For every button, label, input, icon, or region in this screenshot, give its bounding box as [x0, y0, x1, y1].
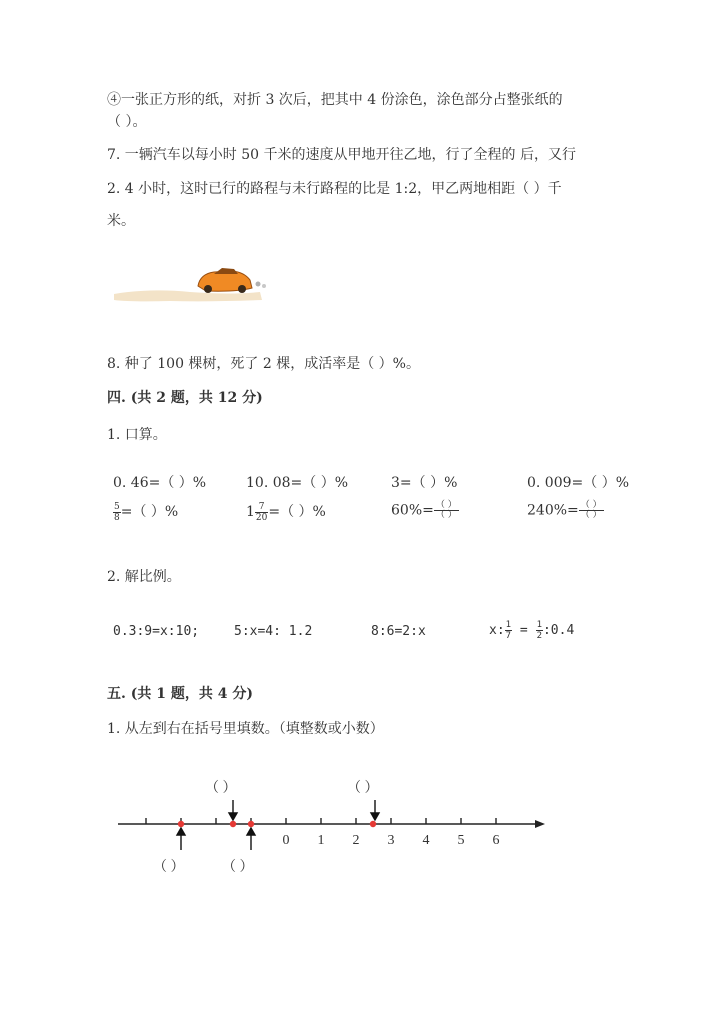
question-4-line-1: ④一张正方形的纸，对折 3 次后，把其中 4 份涂色，涂色部分占整张纸的 — [107, 92, 563, 108]
tick-label: 0 — [282, 833, 290, 848]
oral-item-8: 240%= $\frac{( )}{( )}$ — [527, 500, 602, 520]
oral-item-6: 1 $\frac{7}{20}$ =（ ）% — [246, 501, 326, 523]
tick-label: 5 — [457, 833, 465, 848]
fraction-1-2: $\frac{1}{2}$ — [536, 620, 542, 641]
oral-item-5: $\frac{5}{8}$ =（ ）% — [114, 501, 179, 523]
car-icon — [198, 268, 266, 293]
question-4-line-2: （ ）。 — [107, 114, 147, 130]
proportion-2: 5:x=4: 1.2 — [234, 624, 313, 639]
number-line-ticks — [146, 818, 496, 824]
proportion-4: x: $\frac{1}{7}$ = $\frac{1}{2}$ :0.4 — [489, 620, 575, 641]
fraction-1-7: $\frac{1}{7}$ — [505, 620, 512, 641]
question-7-line-1: 7. 一辆汽车以每小时 50 千米的速度从甲地开往乙地，行了全程的 后，又行 — [107, 147, 576, 163]
fraction-7-20: $\frac{7}{20}$ — [255, 501, 268, 523]
number-line — [0, 770, 720, 880]
oral-item-1: 0. 46=（ ）% — [113, 475, 207, 491]
oral-item-3: 3=（ ）% — [391, 475, 458, 491]
section-4-q1-title: 1. 口算。 — [107, 427, 167, 443]
point-marker — [370, 821, 376, 827]
tick-label: 2 — [352, 833, 360, 848]
oral-item-4: 0. 009=（ ）% — [527, 475, 630, 491]
proportion-3: 8:6=2:x — [371, 624, 426, 639]
tick-label: 1 — [317, 833, 325, 848]
question-8: 8. 种了 100 棵树，死了 2 棵，成活率是（ ）%。 — [107, 356, 420, 372]
number-line-arrowhead — [535, 820, 545, 828]
section-4-q2-title: 2. 解比例。 — [107, 569, 181, 585]
tick-label: 4 — [422, 833, 430, 848]
answer-blank: （ ） — [205, 781, 237, 796]
blank-fraction: $\frac{( )}{( )}$ — [580, 500, 602, 520]
question-7-line-3: 米。 — [107, 213, 135, 229]
fraction-5-8: $\frac{5}{8}$ — [114, 501, 120, 523]
point-marker — [178, 821, 184, 827]
section-5-q1-title: 1. 从左到右在括号里填数。（填整数或小数） — [107, 721, 384, 737]
answer-blank: （ ） — [347, 781, 379, 796]
oral-item-7: 60%= $\frac{( )}{( )}$ — [391, 500, 457, 520]
section-4-heading: 四. (共 2 题，共 12 分) — [107, 390, 263, 406]
answer-blank: （ ） — [222, 860, 254, 875]
section-5-heading: 五. (共 1 题，共 4 分) — [107, 686, 253, 702]
tick-label: 6 — [492, 833, 500, 848]
tick-label: 3 — [387, 833, 395, 848]
blank-fraction: $\frac{( )}{( )}$ — [435, 500, 457, 520]
point-marker — [248, 821, 254, 827]
answer-blank: （ ） — [153, 860, 185, 875]
proportion-1: 0.3:9=x:10; — [113, 624, 200, 639]
oral-item-2: 10. 08=（ ）% — [246, 475, 349, 491]
car-illustration — [110, 262, 270, 304]
question-7-line-2: 2. 4 小时，这时已行的路程与未行路程的比是 1:2，甲乙两地相距（ ）千 — [107, 181, 562, 197]
point-marker — [230, 821, 236, 827]
